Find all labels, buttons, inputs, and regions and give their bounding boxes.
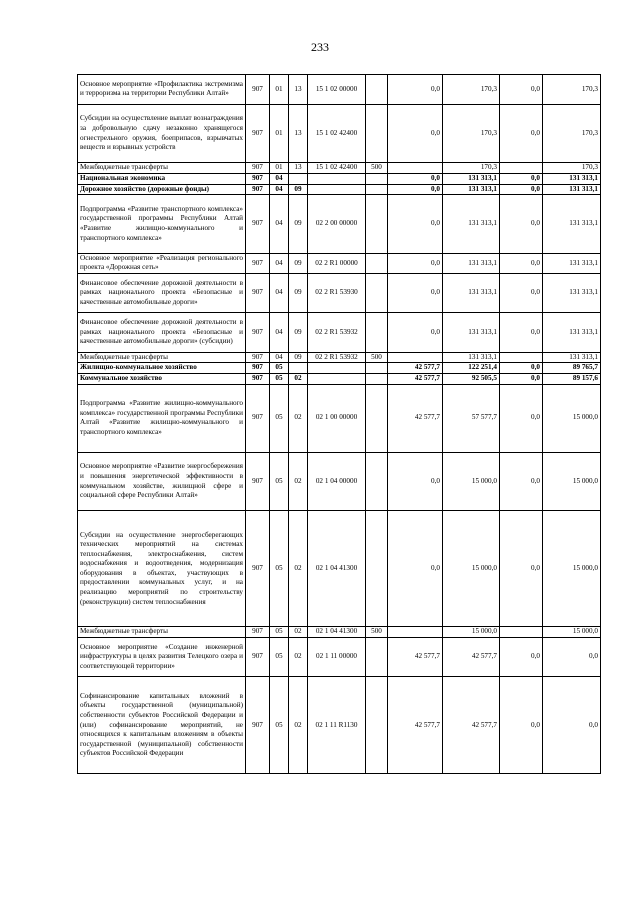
cell-amount-4: 0,0 xyxy=(543,638,601,677)
cell-ved: 907 xyxy=(246,173,270,184)
cell-pr xyxy=(289,363,308,374)
cell-csr: 15 1 02 42400 xyxy=(308,104,366,163)
cell-pr: 02 xyxy=(289,384,308,452)
cell-rz: 04 xyxy=(270,173,289,184)
cell-amount-4: 131 313,1 xyxy=(543,253,601,273)
cell-vr xyxy=(366,173,388,184)
cell-pr: 09 xyxy=(289,273,308,312)
cell-amount-4: 89 157,6 xyxy=(543,373,601,384)
cell-vr xyxy=(366,363,388,374)
cell-vr xyxy=(366,677,388,774)
cell-ved: 907 xyxy=(246,627,270,638)
row-name: Основное мероприятие «Создание инженерной инфраструктуры в целях развития Телецкого озера и соответствующей территории» xyxy=(78,638,246,677)
row-name: Основное мероприятие «Развитие энергосбережения и повышения энергетической эффективности в коммунальном хозяйстве, жилищной сфере и социальной сфере Республики Алтай» xyxy=(78,452,246,511)
cell-rz: 05 xyxy=(270,638,289,677)
cell-csr: 02 2 R1 53932 xyxy=(308,352,366,363)
cell-pr: 09 xyxy=(289,184,308,195)
cell-vr xyxy=(366,511,388,627)
cell-ved: 907 xyxy=(246,373,270,384)
cell-ved: 907 xyxy=(246,195,270,254)
cell-vr xyxy=(366,104,388,163)
cell-amount-1: 0,0 xyxy=(388,452,443,511)
cell-amount-1: 0,0 xyxy=(388,511,443,627)
cell-rz: 04 xyxy=(270,184,289,195)
cell-amount-1: 0,0 xyxy=(388,104,443,163)
row-name: Межбюджетные трансферты xyxy=(78,352,246,363)
cell-rz: 05 xyxy=(270,452,289,511)
row-name: Субсидии на осуществление энергосберегающих технических мероприятий на системах теплоснабжения, электроснабжения, систем водоснабжения и водоотведения, модернизация оборудования в объектах, участвующих в предоставлении коммунальных услуг, и на реализацию мероприятий по строительству (реконструкции) систем теплоснабжения xyxy=(78,511,246,627)
cell-csr: 02 2 00 00000 xyxy=(308,195,366,254)
cell-amount-3: 0,0 xyxy=(500,384,543,452)
cell-amount-3: 0,0 xyxy=(500,677,543,774)
cell-vr xyxy=(366,313,388,352)
cell-amount-4: 131 313,1 xyxy=(543,352,601,363)
cell-amount-4: 131 313,1 xyxy=(543,313,601,352)
cell-ved: 907 xyxy=(246,452,270,511)
cell-vr xyxy=(366,452,388,511)
table-row xyxy=(78,627,601,638)
cell-amount-3: 0,0 xyxy=(500,313,543,352)
cell-vr xyxy=(366,184,388,195)
cell-pr: 02 xyxy=(289,452,308,511)
cell-ved: 907 xyxy=(246,363,270,374)
cell-amount-2: 15 000,0 xyxy=(443,627,500,638)
cell-csr: 02 2 R1 53932 xyxy=(308,313,366,352)
cell-vr: 500 xyxy=(366,352,388,363)
cell-rz: 05 xyxy=(270,363,289,374)
cell-amount-2: 42 577,7 xyxy=(443,677,500,774)
cell-amount-3: 0,0 xyxy=(500,195,543,254)
cell-amount-2: 131 313,1 xyxy=(443,173,500,184)
row-name: Финансовое обеспечение дорожной деятельности в рамках национального проекта «Безопасные и качественные автомобильные дороги» (субсидии) xyxy=(78,313,246,352)
cell-vr xyxy=(366,75,388,105)
cell-amount-4: 170,3 xyxy=(543,163,601,174)
cell-vr xyxy=(366,195,388,254)
table-row xyxy=(78,363,601,374)
cell-amount-2: 122 251,4 xyxy=(443,363,500,374)
cell-amount-2: 170,3 xyxy=(443,104,500,163)
cell-rz: 04 xyxy=(270,352,289,363)
cell-vr xyxy=(366,273,388,312)
cell-rz: 04 xyxy=(270,273,289,312)
cell-csr: 02 1 04 41300 xyxy=(308,511,366,627)
cell-amount-2: 15 000,0 xyxy=(443,511,500,627)
cell-ved: 907 xyxy=(246,638,270,677)
cell-rz: 05 xyxy=(270,677,289,774)
cell-rz: 05 xyxy=(270,511,289,627)
cell-rz: 05 xyxy=(270,373,289,384)
row-name: Межбюджетные трансферты xyxy=(78,627,246,638)
row-name: Коммунальное хозяйство xyxy=(78,373,246,384)
cell-amount-2: 57 577,7 xyxy=(443,384,500,452)
cell-rz: 01 xyxy=(270,104,289,163)
cell-amount-2: 131 313,1 xyxy=(443,313,500,352)
cell-vr xyxy=(366,253,388,273)
cell-amount-1: 42 577,7 xyxy=(388,384,443,452)
cell-csr: 02 2 R1 00000 xyxy=(308,253,366,273)
cell-pr: 09 xyxy=(289,253,308,273)
cell-ved: 907 xyxy=(246,384,270,452)
cell-amount-1 xyxy=(388,627,443,638)
table-row xyxy=(78,511,601,627)
cell-rz: 01 xyxy=(270,163,289,174)
cell-pr: 13 xyxy=(289,163,308,174)
table-row xyxy=(78,253,601,273)
cell-amount-3: 0,0 xyxy=(500,173,543,184)
cell-amount-3 xyxy=(500,627,543,638)
cell-pr: 02 xyxy=(289,677,308,774)
budget-table-body xyxy=(78,75,601,774)
cell-amount-1 xyxy=(388,352,443,363)
cell-amount-2: 131 313,1 xyxy=(443,253,500,273)
cell-amount-3: 0,0 xyxy=(500,638,543,677)
cell-amount-4: 15 000,0 xyxy=(543,511,601,627)
cell-rz: 05 xyxy=(270,627,289,638)
cell-amount-4: 0,0 xyxy=(543,677,601,774)
cell-amount-2: 131 313,1 xyxy=(443,352,500,363)
cell-amount-4: 15 000,0 xyxy=(543,452,601,511)
cell-vr xyxy=(366,384,388,452)
cell-amount-4: 15 000,0 xyxy=(543,627,601,638)
row-name: Финансовое обеспечение дорожной деятельности в рамках национального проекта «Безопасные и качественные автомобильные дороги» xyxy=(78,273,246,312)
cell-ved: 907 xyxy=(246,352,270,363)
cell-ved: 907 xyxy=(246,75,270,105)
cell-amount-2: 131 313,1 xyxy=(443,273,500,312)
cell-amount-1: 0,0 xyxy=(388,173,443,184)
cell-amount-2: 170,3 xyxy=(443,75,500,105)
cell-vr: 500 xyxy=(366,163,388,174)
cell-amount-1: 0,0 xyxy=(388,195,443,254)
cell-amount-1 xyxy=(388,163,443,174)
cell-ved: 907 xyxy=(246,163,270,174)
table-row xyxy=(78,352,601,363)
cell-csr xyxy=(308,373,366,384)
row-name: Национальная экономика xyxy=(78,173,246,184)
cell-amount-2: 170,3 xyxy=(443,163,500,174)
cell-rz: 01 xyxy=(270,75,289,105)
cell-csr xyxy=(308,363,366,374)
cell-amount-1: 0,0 xyxy=(388,313,443,352)
table-row xyxy=(78,452,601,511)
cell-csr: 02 1 04 41300 xyxy=(308,627,366,638)
row-name: Основное мероприятие «Профилактика экстремизма и терроризма на территории Республики Алтай» xyxy=(78,75,246,105)
cell-amount-4: 170,3 xyxy=(543,104,601,163)
cell-vr xyxy=(366,638,388,677)
row-name: Софинансирование капитальных вложений в объекты государственной (муниципальной) собственности субъектов Российской Федерации и (или) софинансирование мероприятий, не относящихся к капитальным вложениям в объекты государственной (муниципальной) собственности субъектов Российской Федерации xyxy=(78,677,246,774)
cell-pr: 02 xyxy=(289,638,308,677)
table-row xyxy=(78,384,601,452)
cell-amount-3: 0,0 xyxy=(500,511,543,627)
cell-amount-3: 0,0 xyxy=(500,373,543,384)
budget-table xyxy=(77,74,601,774)
table-row xyxy=(78,273,601,312)
cell-amount-3: 0,0 xyxy=(500,184,543,195)
cell-amount-1: 42 577,7 xyxy=(388,638,443,677)
table-row xyxy=(78,677,601,774)
cell-pr: 02 xyxy=(289,627,308,638)
cell-csr: 15 1 02 42400 xyxy=(308,163,366,174)
cell-pr: 09 xyxy=(289,352,308,363)
page-number: 233 xyxy=(311,40,329,54)
cell-amount-2: 42 577,7 xyxy=(443,638,500,677)
row-name: Подпрограмма «Развитие транспортного комплекса» государственной программы Республики Алтай «Развитие жилищно-коммунального и транспортного комплекса» xyxy=(78,195,246,254)
cell-amount-3: 0,0 xyxy=(500,273,543,312)
table-row xyxy=(78,184,601,195)
row-name: Подпрограмма «Развитие жилищно-коммунального комплекса» государственной программы Республики Алтай «Развитие жилищно-коммунального и транспортного комплекса» xyxy=(78,384,246,452)
cell-pr: 09 xyxy=(289,195,308,254)
cell-csr xyxy=(308,173,366,184)
cell-rz: 05 xyxy=(270,384,289,452)
cell-pr: 02 xyxy=(289,373,308,384)
cell-amount-3: 0,0 xyxy=(500,253,543,273)
cell-amount-4: 131 313,1 xyxy=(543,273,601,312)
cell-amount-2: 131 313,1 xyxy=(443,195,500,254)
cell-amount-2: 131 313,1 xyxy=(443,184,500,195)
cell-ved: 907 xyxy=(246,511,270,627)
cell-amount-2: 92 505,5 xyxy=(443,373,500,384)
table-row xyxy=(78,173,601,184)
cell-ved: 907 xyxy=(246,253,270,273)
cell-amount-4: 131 313,1 xyxy=(543,184,601,195)
cell-csr xyxy=(308,184,366,195)
cell-amount-1: 0,0 xyxy=(388,273,443,312)
cell-amount-1: 42 577,7 xyxy=(388,677,443,774)
row-name: Межбюджетные трансферты xyxy=(78,163,246,174)
cell-amount-3: 0,0 xyxy=(500,363,543,374)
cell-amount-1: 42 577,7 xyxy=(388,373,443,384)
table-row xyxy=(78,195,601,254)
cell-amount-1: 42 577,7 xyxy=(388,363,443,374)
cell-csr: 02 1 11 00000 xyxy=(308,638,366,677)
cell-amount-4: 89 765,7 xyxy=(543,363,601,374)
cell-amount-3: 0,0 xyxy=(500,75,543,105)
cell-amount-3 xyxy=(500,163,543,174)
cell-rz: 04 xyxy=(270,253,289,273)
cell-amount-3: 0,0 xyxy=(500,104,543,163)
row-name: Жилищно-коммунальное хозяйство xyxy=(78,363,246,374)
cell-csr: 02 1 11 R1130 xyxy=(308,677,366,774)
cell-amount-1: 0,0 xyxy=(388,184,443,195)
cell-ved: 907 xyxy=(246,104,270,163)
cell-amount-1: 0,0 xyxy=(388,75,443,105)
row-name: Субсидии на осуществление выплат вознаграждения за добровольную сдачу незаконно хранящегося огнестрельного оружия, боеприпасов, взрывчатых веществ и взрывных устройств xyxy=(78,104,246,163)
row-name: Дорожное хозяйство (дорожные фонды) xyxy=(78,184,246,195)
cell-pr: 09 xyxy=(289,313,308,352)
table-row xyxy=(78,104,601,163)
cell-vr: 500 xyxy=(366,627,388,638)
cell-pr: 02 xyxy=(289,511,308,627)
cell-ved: 907 xyxy=(246,273,270,312)
cell-csr: 02 2 R1 53930 xyxy=(308,273,366,312)
cell-csr: 02 1 04 00000 xyxy=(308,452,366,511)
cell-amount-1: 0,0 xyxy=(388,253,443,273)
cell-rz: 04 xyxy=(270,195,289,254)
cell-amount-4: 131 313,1 xyxy=(543,173,601,184)
table-row xyxy=(78,638,601,677)
table-row xyxy=(78,373,601,384)
cell-amount-2: 15 000,0 xyxy=(443,452,500,511)
row-name: Основное мероприятие «Реализация регионального проекта «Дорожная сеть» xyxy=(78,253,246,273)
cell-amount-4: 131 313,1 xyxy=(543,195,601,254)
cell-pr xyxy=(289,173,308,184)
cell-amount-4: 170,3 xyxy=(543,75,601,105)
cell-vr xyxy=(366,373,388,384)
cell-amount-4: 15 000,0 xyxy=(543,384,601,452)
cell-ved: 907 xyxy=(246,677,270,774)
cell-ved: 907 xyxy=(246,313,270,352)
cell-pr: 13 xyxy=(289,104,308,163)
cell-amount-3 xyxy=(500,352,543,363)
table-row xyxy=(78,313,601,352)
cell-csr: 02 1 00 00000 xyxy=(308,384,366,452)
table-row xyxy=(78,163,601,174)
cell-amount-3: 0,0 xyxy=(500,452,543,511)
cell-ved: 907 xyxy=(246,184,270,195)
table-row xyxy=(78,75,601,105)
cell-rz: 04 xyxy=(270,313,289,352)
cell-csr: 15 1 02 00000 xyxy=(308,75,366,105)
cell-pr: 13 xyxy=(289,75,308,105)
